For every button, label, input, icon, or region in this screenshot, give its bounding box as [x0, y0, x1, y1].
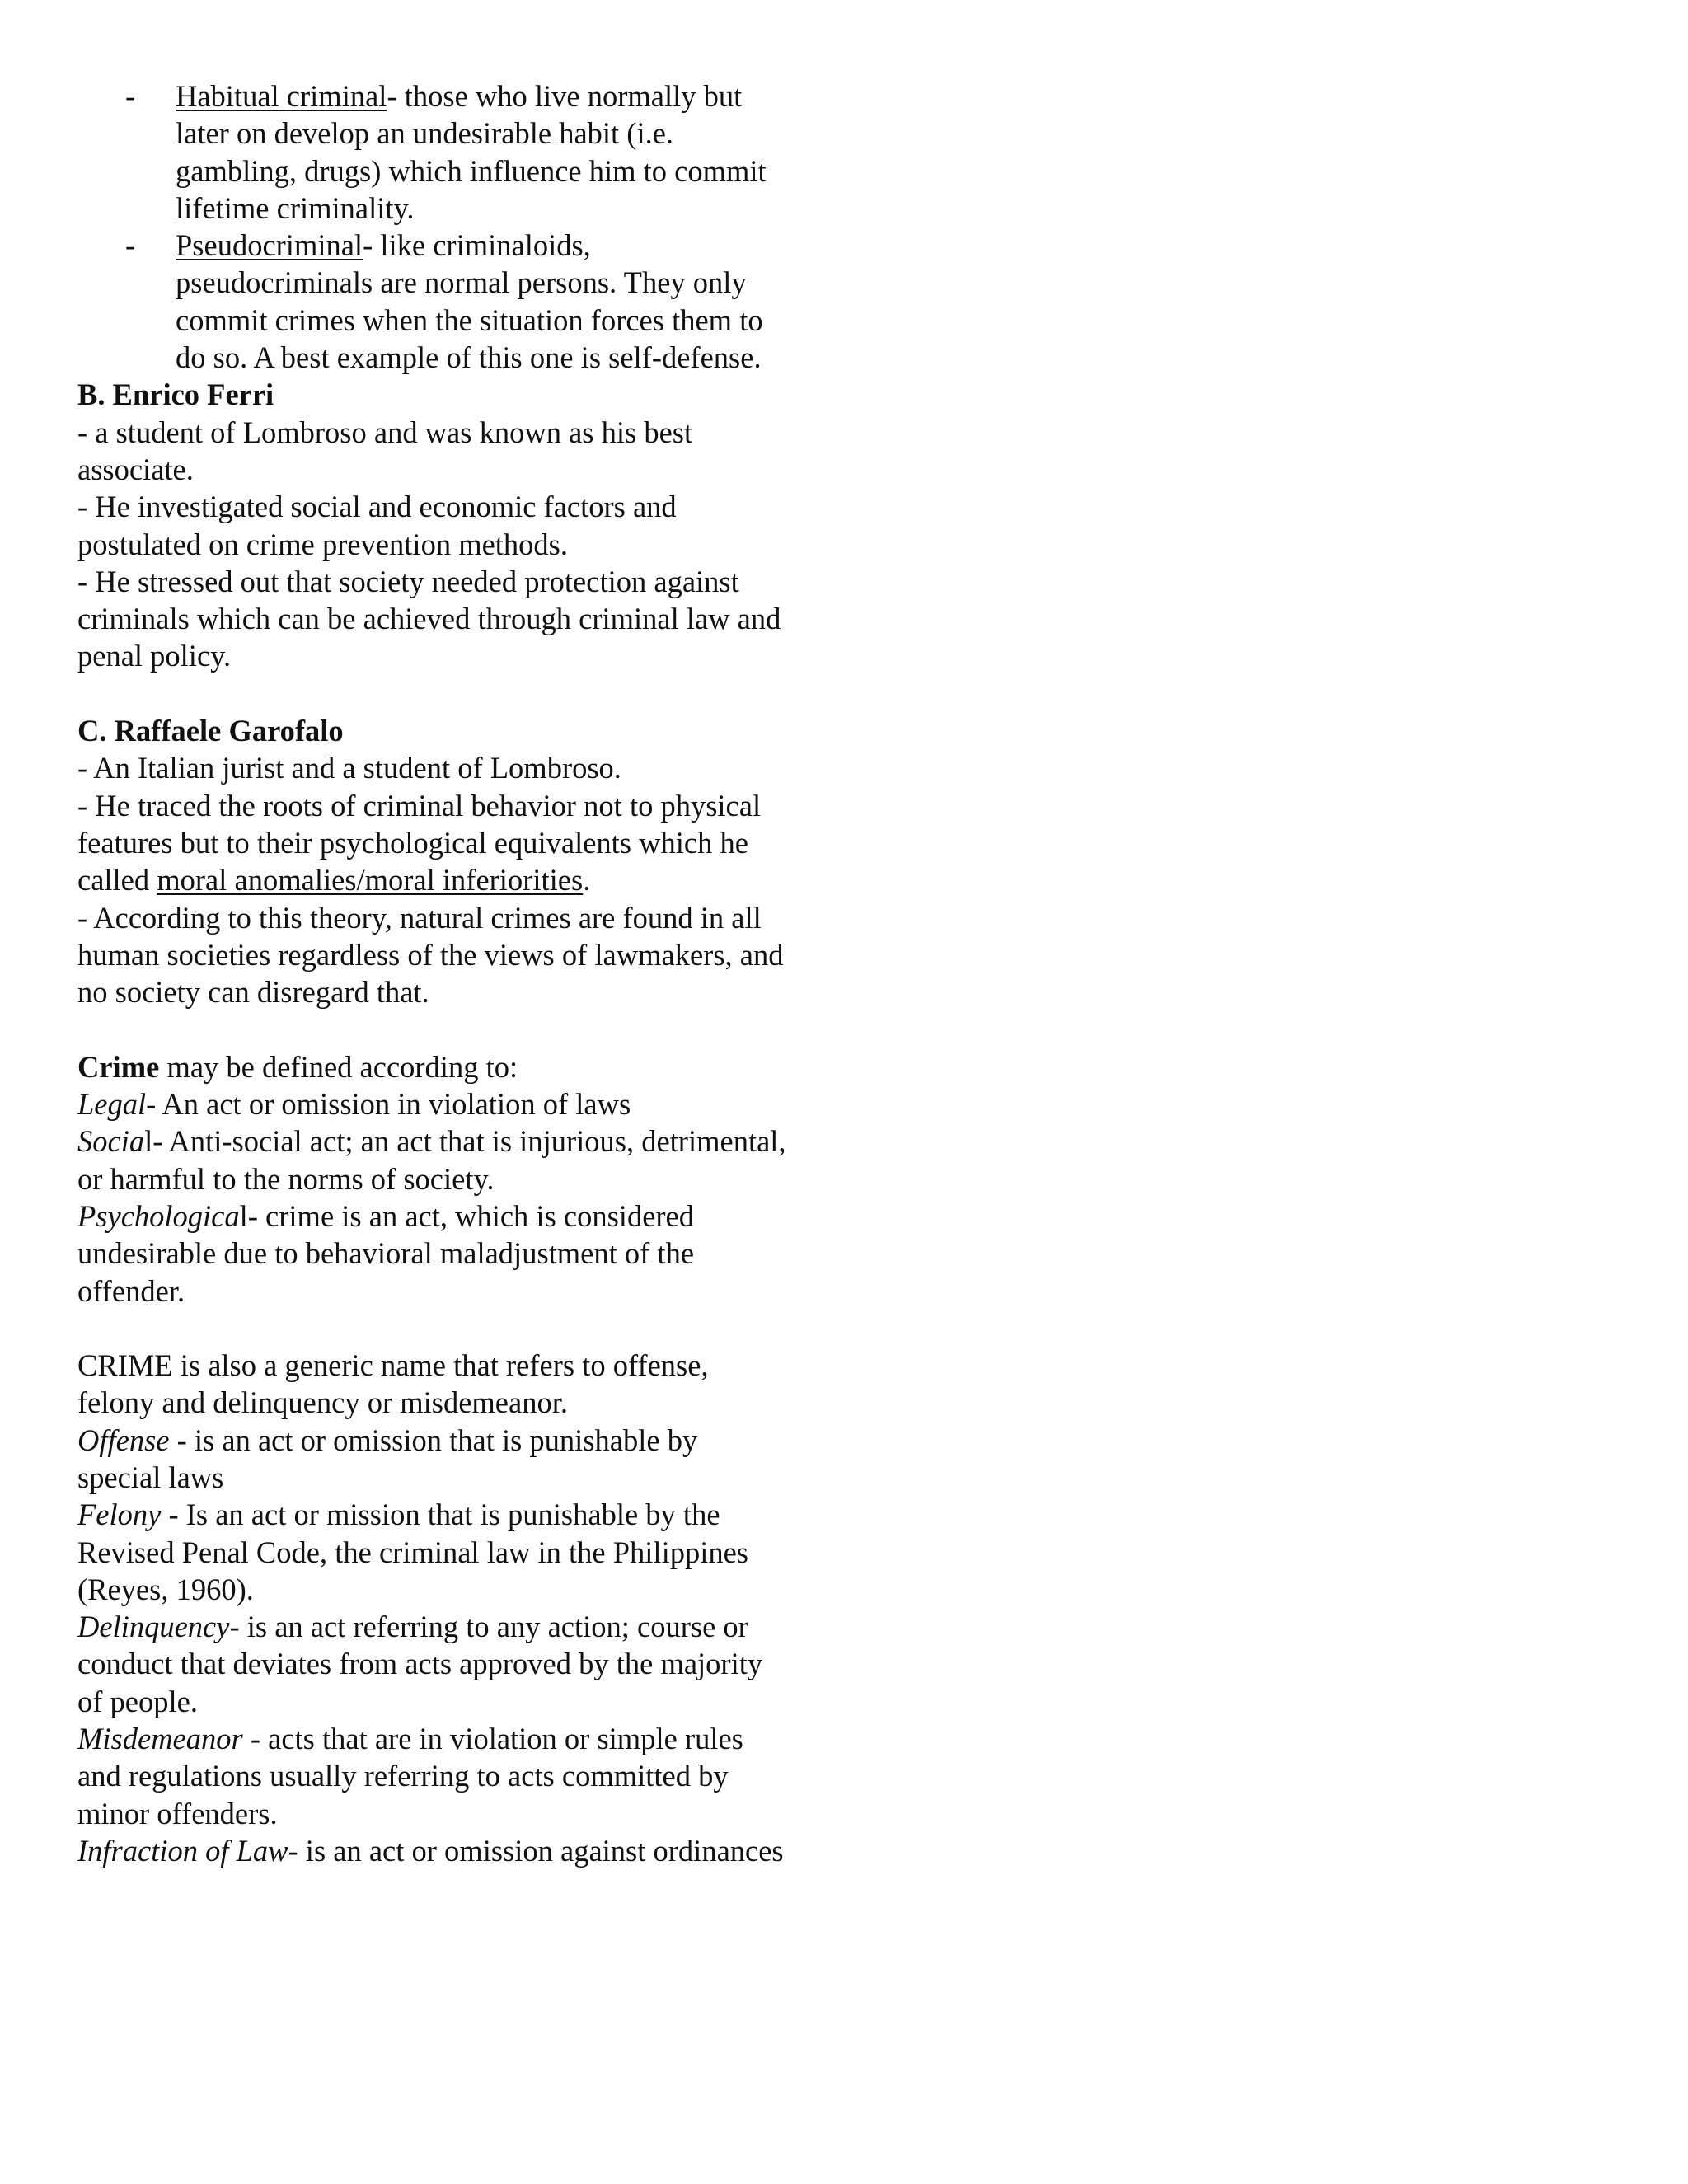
paragraph-line: no society can disregard that.	[77, 975, 429, 1010]
blank-line	[77, 675, 902, 712]
list-dash: -	[125, 228, 136, 263]
definition-text: commit crimes when the situation forces them to	[176, 302, 763, 337]
paragraph-line: - An Italian jurist and a student of Lombroso.	[77, 751, 621, 785]
list-item-pseudocriminal	[77, 227, 865, 376]
blank-line	[77, 1310, 902, 1347]
document-page	[77, 77, 902, 1869]
paragraph-line: - According to this theory, natural crimes are found in all	[77, 900, 762, 935]
paragraph-line: - a student of Lombroso and was known as his best	[77, 415, 693, 449]
term-moral-anomalies: moral anomalies/moral inferiorities	[157, 863, 584, 898]
term-infraction-of-law: Infraction of Law	[77, 1833, 288, 1868]
definition-text: - An act or omission in violation of laws	[146, 1087, 631, 1122]
definition-text: l- Anti-social act; an act that is injurious, detrimental,	[144, 1124, 786, 1159]
term-crime: Crime	[77, 1049, 160, 1084]
definition-text: l- crime is an act, which is considered	[239, 1198, 695, 1233]
paragraph-line: associate.	[77, 452, 194, 486]
paragraph-line: - He traced the roots of criminal behavior not to physical	[77, 788, 762, 823]
definition-text: - acts that are in violation or simple rules	[242, 1722, 743, 1756]
paragraph-text: .	[583, 863, 591, 898]
definition-text: undesirable due to behavioral maladjustment of the	[77, 1236, 695, 1271]
paragraph-line: postulated on crime prevention methods.	[77, 527, 569, 561]
term-delinquency: Delinquency	[77, 1610, 230, 1644]
paragraph-line: CRIME is also a generic name that refers to offense,	[77, 1348, 709, 1383]
definition-text: and regulations usually referring to acts committed by	[77, 1759, 729, 1793]
term-psychological: Psychologica	[77, 1198, 240, 1233]
definition-text: conduct that deviates from acts approved by the majority	[77, 1647, 763, 1681]
definition-text: lifetime criminality.	[176, 190, 415, 225]
paragraph-text: called	[77, 863, 157, 898]
paragraph-line: criminals which can be achieved through criminal law and	[77, 602, 781, 636]
term-habitual-criminal: Habitual criminal	[176, 79, 387, 113]
definition-text: - those who live normally but	[387, 79, 743, 113]
list-item-habitual-criminal	[77, 77, 865, 227]
section-enrico-ferri	[77, 376, 902, 674]
term-felony: Felony	[77, 1497, 162, 1532]
paragraph-line: human societies regardless of the views of lawmakers, and	[77, 937, 784, 972]
paragraph-line: felony and delinquency or misdemeanor.	[77, 1385, 568, 1420]
definition-text: Revised Penal Code, the criminal law in the Philippines	[77, 1535, 749, 1569]
definition-text: offender.	[77, 1273, 185, 1308]
definition-text: minor offenders.	[77, 1796, 278, 1830]
term-pseudocriminal: Pseudocriminal	[176, 228, 363, 263]
definition-text: later on develop an undesirable habit (i.e.	[176, 116, 674, 151]
list-dash: -	[125, 79, 136, 113]
definition-text: gambling, drugs) which influence him to commit	[176, 153, 767, 188]
definition-text: of people.	[77, 1684, 198, 1718]
section-crime-definitions	[77, 1048, 902, 1310]
definition-text: - Is an act or mission that is punishable by the	[161, 1497, 720, 1532]
definition-text: - like criminaloids,	[363, 228, 591, 263]
definition-text: - is an act or omission against ordinances	[288, 1833, 784, 1868]
definition-text: special laws	[77, 1460, 224, 1494]
term-legal: Legal	[77, 1087, 147, 1122]
definition-text: - is an act or omission that is punishable by	[169, 1422, 698, 1457]
term-misdemeanor: Misdemeanor	[77, 1722, 243, 1756]
section-raffaele-garofalo	[77, 712, 902, 1010]
term-social: Socia	[77, 1124, 145, 1159]
definition-text: pseudocriminals are normal persons. They only	[176, 265, 747, 300]
paragraph-line: - He investigated social and economic factors and	[77, 490, 677, 524]
section-heading: B. Enrico Ferri	[77, 377, 274, 412]
paragraph-text: may be defined according to:	[159, 1049, 518, 1084]
section-crime-generic	[77, 1347, 902, 1869]
definition-text: do so. A best example of this one is self-defense.	[176, 340, 762, 375]
definition-text: or harmful to the norms of society.	[77, 1161, 495, 1196]
definition-text: (Reyes, 1960).	[77, 1572, 254, 1606]
section-heading: C. Raffaele Garofalo	[77, 714, 344, 748]
blank-line	[77, 1010, 902, 1047]
paragraph-line: features but to their psychological equivalents which he	[77, 825, 748, 860]
definition-text: - is an act referring to any action; course or	[229, 1610, 748, 1644]
paragraph-line: penal policy.	[77, 639, 232, 673]
term-offense: Offense	[77, 1422, 170, 1457]
paragraph-line: - He stressed out that society needed protection against	[77, 564, 739, 598]
